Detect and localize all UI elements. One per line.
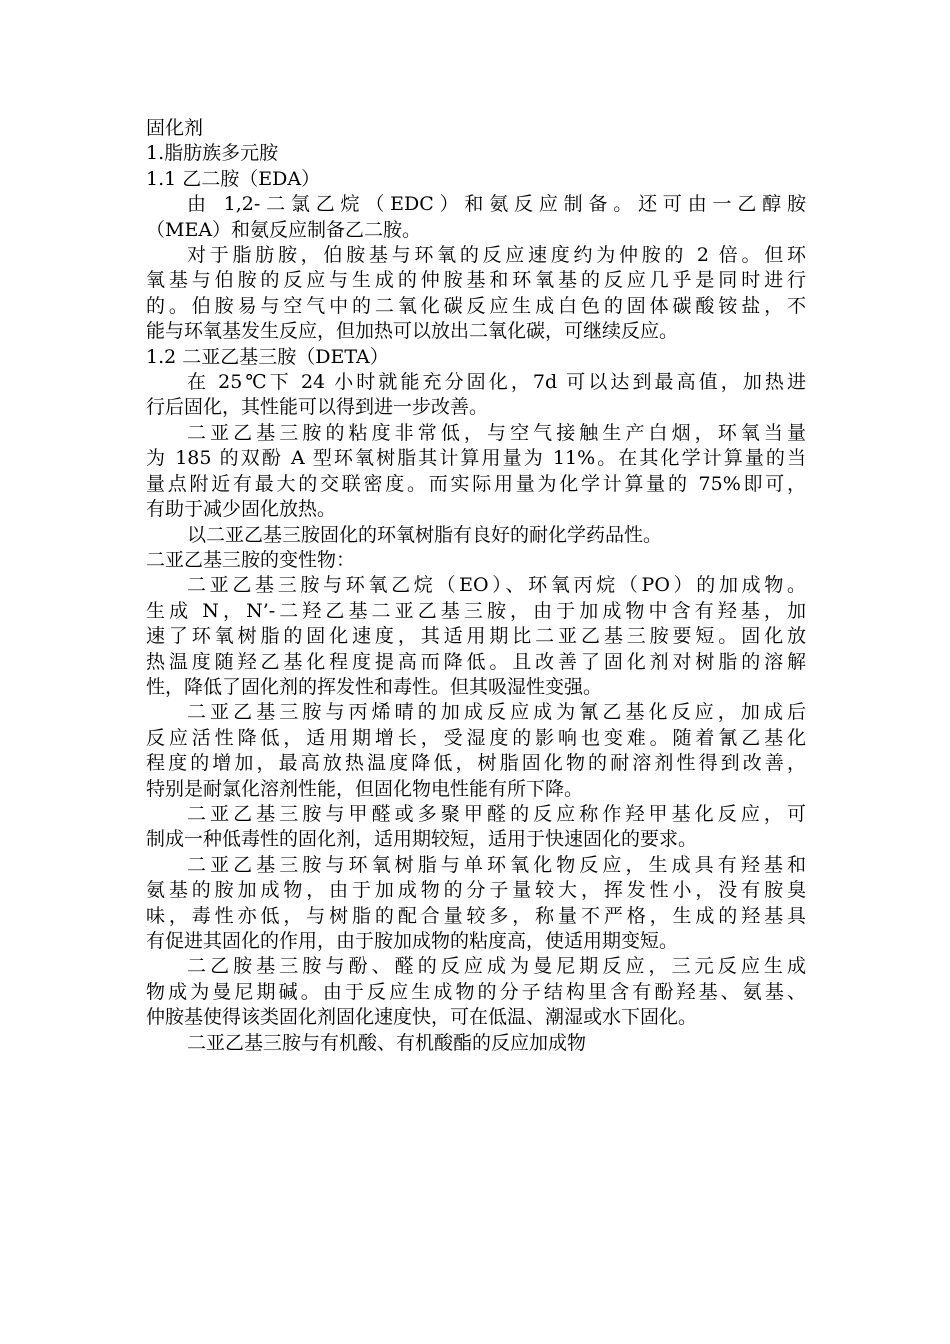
document-title: 固化剂 bbox=[146, 117, 204, 139]
text-line: 速了环氧树脂的固化速度，其适用期比二亚乙基三胺要短。固化放 bbox=[146, 625, 806, 648]
text-line: 二亚乙基三胺与环氧乙烷（EO）、环氧丙烷（PO）的加成物。 bbox=[187, 574, 806, 597]
section-heading-deta: 1.2 二亚乙基三胺（DETA） bbox=[146, 345, 389, 368]
paragraph-deta-chemical-resistance bbox=[146, 523, 806, 548]
text-line: 以二亚乙基三胺固化的环氧树脂有良好的耐化学药品性。 bbox=[187, 523, 663, 546]
text-line: 特别是耐氯化溶剂性能，但固化物电性能有所下降。 bbox=[146, 777, 584, 800]
text-line: 氨基的胺加成物，由于加成物的分子量较大，挥发性小，没有胺臭 bbox=[146, 879, 806, 902]
text-line: 物成为曼尼期碱。由于反应生成物的分子结构里含有酚羟基、氨基、 bbox=[146, 980, 806, 1003]
paragraph-mannich-reaction bbox=[146, 954, 806, 1030]
paragraph-deta-viscosity bbox=[146, 421, 806, 523]
text-line: 性，降低了固化剂的挥发性和毒性。但其吸湿性变强。 bbox=[146, 675, 603, 698]
text-line: 反应活性降低，适用期增长，受湿度的影响也变难。随着氰乙基化 bbox=[146, 726, 806, 749]
paragraph-organic-acid-adduct bbox=[146, 1031, 806, 1056]
text-line: 二亚乙基三胺与有机酸、有机酸酯的反应加成物 bbox=[187, 1031, 587, 1054]
text-line: 二亚乙基三胺与环氧树脂与单环氧化物反应，生成具有羟基和 bbox=[187, 853, 806, 876]
text-line: 对于脂肪胺，伯胺基与环氧的反应速度约为仲胺的 2 倍。但环 bbox=[187, 244, 806, 267]
text-line: 在 25℃下 24 小时就能充分固化，7d 可以达到最高值，加热进 bbox=[187, 371, 806, 394]
text-line: 二乙胺基三胺与酚、醛的反应成为曼尼期反应，三元反应生成 bbox=[187, 955, 806, 978]
text-line: 为 185 的双酚 A 型环氧树脂其计算用量为 11%。在其化学计算量的当 bbox=[146, 447, 806, 470]
text-line: 热温度随羟乙基化程度提高而降低。且改善了固化剂对树脂的溶解 bbox=[146, 650, 806, 673]
text-line: 量点附近有最大的交联密度。而实际用量为化学计算量的 75%即可， bbox=[146, 472, 806, 495]
sub-heading-deta-modifications: 二亚乙基三胺的变性物： bbox=[146, 548, 356, 571]
text-line: 生成 N，N’-二羟乙基二亚乙基三胺，由于加成物中含有羟基，加 bbox=[146, 599, 806, 622]
text-line: 的。伯胺易与空气中的二氧化碳反应生成白色的固体碳酸铵盐，不 bbox=[146, 294, 806, 317]
text-line: 制成一种低毒性的固化剂，适用期较短，适用于快速固化的要求。 bbox=[146, 828, 698, 851]
paragraph-eo-po-adduct bbox=[146, 573, 806, 700]
text-line: 氧基与伯胺的反应与生成的仲胺基和环氧基的反应几乎是同时进行 bbox=[146, 269, 806, 292]
text-line: 二亚乙基三胺的粘度非常低，与空气接触生产白烟，环氧当量 bbox=[187, 421, 806, 444]
text-line: 味，毒性亦低，与树脂的配合量较多，称量不严格，生成的羟基具 bbox=[146, 904, 806, 927]
text-line: 有促进其固化的作用，由于胺加成物的粘度高，使适用期变短。 bbox=[146, 930, 679, 952]
text-line: 二亚乙基三胺与甲醛或多聚甲醛的反应称作羟甲基化反应，可 bbox=[187, 802, 806, 825]
text-line: 二亚乙基三胺与丙烯晴的加成反应成为氰乙基化反应，加成后 bbox=[187, 701, 806, 724]
text-line: 行后固化，其性能可以得到进一步改善。 bbox=[146, 396, 489, 419]
document-page bbox=[146, 116, 806, 1056]
paragraph-aliphatic-amine-reactivity bbox=[146, 243, 806, 345]
text-line: 仲胺基使得该类固化剂固化速度快，可在低温、潮湿或水下固化。 bbox=[146, 1006, 698, 1029]
paragraph-hydroxymethylation bbox=[146, 802, 806, 853]
paragraph-eda-preparation bbox=[146, 192, 806, 243]
text-line: 由 1,2-二氯乙烷（EDC）和氨反应制备。还可由一乙醇胺 bbox=[187, 193, 806, 216]
text-line: 程度的增加，最高放热温度降低，树脂固化物的耐溶剂性得到改善， bbox=[146, 752, 806, 775]
text-line: 有助于减少固化放热。 bbox=[146, 498, 337, 521]
paragraph-epoxy-adduct bbox=[146, 853, 806, 955]
section-heading-eda: 1.1 乙二胺（EDA） bbox=[146, 167, 321, 190]
text-line: （MEA）和氨反应制备乙二胺。 bbox=[146, 218, 422, 241]
paragraph-cyanoethylation bbox=[146, 700, 806, 802]
section-heading-aliphatic-polyamines: 1.脂肪族多元胺 bbox=[146, 142, 279, 165]
paragraph-deta-curing bbox=[146, 370, 806, 421]
text-line: 能与环氧基发生反应，但加热可以放出二氧化碳，可继续反应。 bbox=[146, 320, 679, 343]
